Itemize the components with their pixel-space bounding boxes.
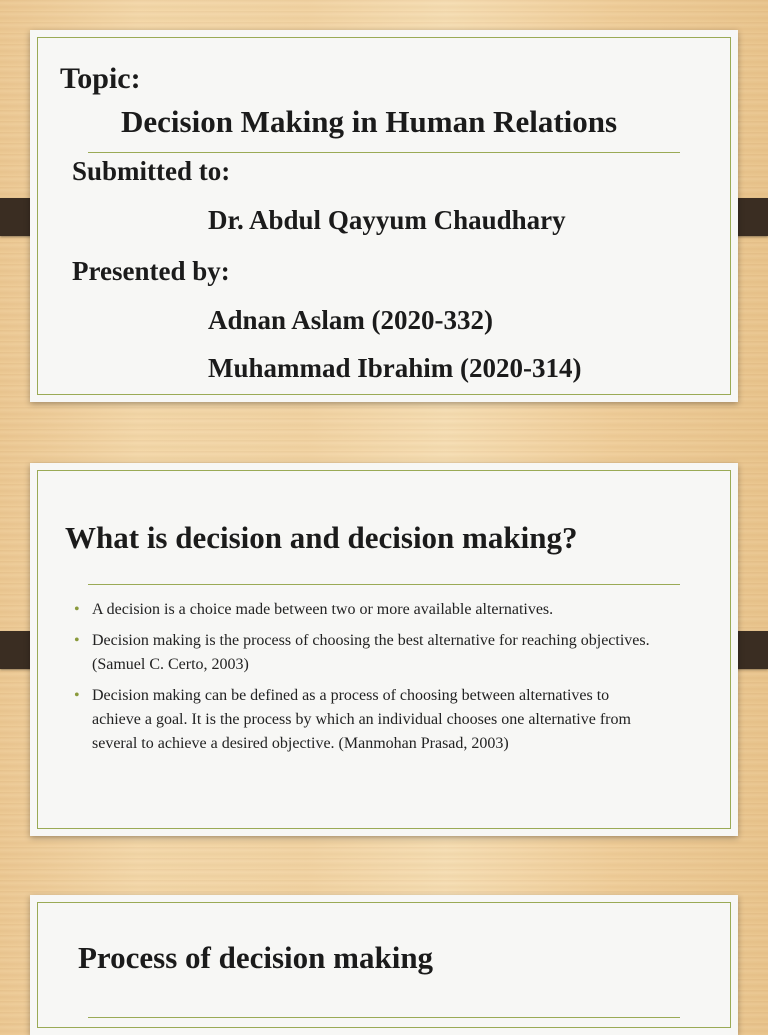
list-item: • Decision making is the process of choosing the best alternative for reaching objectives. (Samuel C. Certo, 2003): [74, 629, 654, 677]
presenter-name: Muhammad Ibrahim (2020-314): [208, 353, 582, 383]
list-item: • Decision making can be defined as a process of choosing between alternatives to achieve a goal. It is the process by which an individual chooses one alternative from several to achieve a desired objective. (Manmohan Prasad, 2003): [74, 684, 654, 756]
bullet-icon: •: [74, 632, 80, 649]
submitted-name: Dr. Abdul Qayyum Chaudhary: [208, 205, 566, 235]
presenter-name: Adnan Aslam (2020-332): [208, 305, 494, 335]
presented-label: Presented by:: [72, 256, 230, 286]
bullet-icon: •: [74, 601, 80, 618]
definition-list: [74, 598, 654, 763]
submitted-label: Submitted to:: [72, 156, 231, 186]
heading-divider: [88, 584, 680, 585]
heading-divider: [88, 1017, 680, 1018]
topic-label: Topic:: [60, 62, 141, 95]
slide-heading: Process of decision making: [78, 940, 434, 975]
slide-heading: What is decision and decision making?: [65, 520, 578, 555]
title-divider: [88, 152, 680, 153]
list-item: • A decision is a choice made between two or more available alternatives.: [74, 598, 654, 622]
presentation-title: Decision Making in Human Relations: [121, 104, 618, 139]
bullet-icon: •: [74, 687, 80, 704]
